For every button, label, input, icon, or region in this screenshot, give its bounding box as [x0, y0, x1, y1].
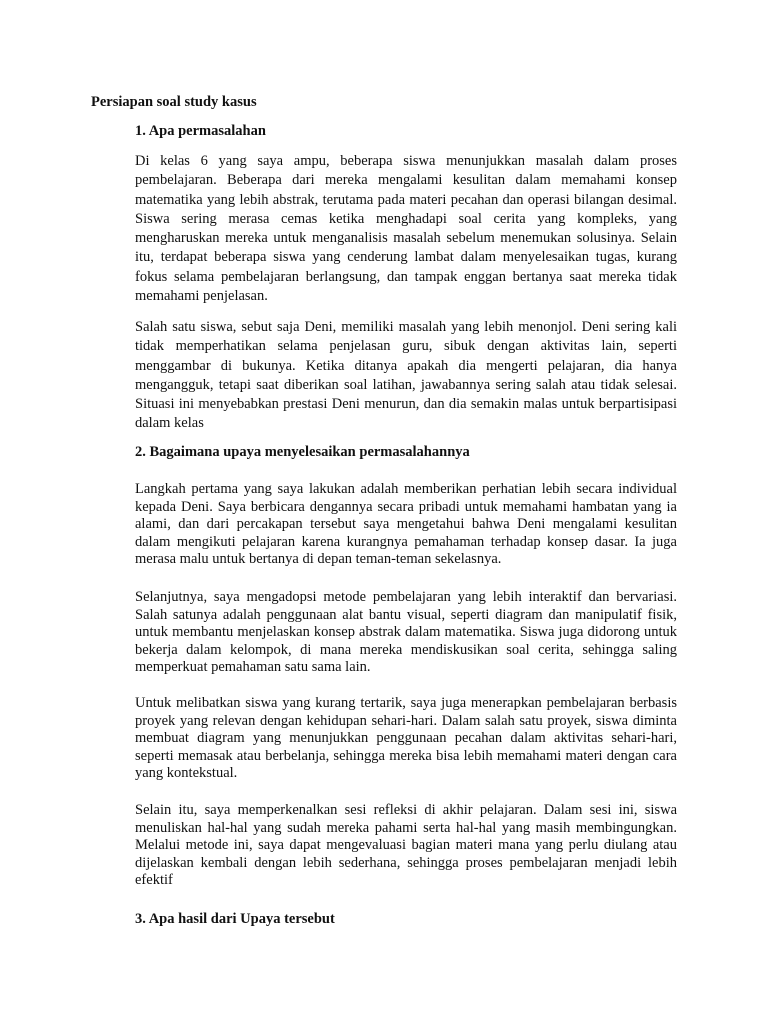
section-heading-2: 2. Bagaimana upaya menyelesaikan permasalahannya	[135, 444, 470, 460]
section-1-paragraph-1: Di kelas 6 yang saya ampu, beberapa siswa menunjukkan masalah dalam proses pembelajaran. Beberapa dari mereka mengalami kesulitan dalam memahami konsep matematika yang lebih abstrak, terutama pada materi pecahan dan operasi bilangan desimal. Siswa sering merasa cemas ketika menghadapi soal cerita yang kompleks, yang mengharuskan mereka untuk menganalisis masalah sebelum menemukan solusinya. Selain itu, terdapat beberapa siswa yang cenderung lambat dalam menyelesaikan tugas, kurang fokus selama pembelajaran berlangsung, dan tampak enggan bertanya saat mereka tidak memahami penjelasan.	[135, 153, 677, 305]
document-title: Persiapan soal study kasus	[91, 94, 257, 110]
section-heading-1: 1. Apa permasalahan	[135, 123, 266, 139]
section-2-paragraph-4: Selain itu, saya memperkenalkan sesi refleksi di akhir pelajaran. Dalam sesi ini, siswa menuliskan hal-hal yang sudah mereka pahami serta hal-hal yang masih membingungkan. Melalui metode ini, saya dapat mengevaluasi bagian materi mana yang perlu diulang atau dijelaskan kembali dengan lebih sederhana, sehingga proses pembelajaran menjadi lebih efektif	[135, 802, 677, 888]
section-2-paragraph-1: Langkah pertama yang saya lakukan adalah memberikan perhatian lebih secara individual kepada Deni. Saya berbicara dengannya secara pribadi untuk memahami hambatan yang ia alami, dan dari percakapan tersebut saya mengetahui bahwa Deni mengalami kesulitan dalam mengikuti pelajaran karena kurangnya pemahaman terhadap konsep dasar. Ia juga merasa malu untuk bertanya di depan teman-teman sekelasnya.	[135, 481, 677, 567]
section-2-paragraph-2: Selanjutnya, saya mengadopsi metode pembelajaran yang lebih interaktif dan bervariasi. Salah satunya adalah penggunaan alat bantu visual, seperti diagram dan manipulatif fisik, untuk membantu menjelaskan konsep abstrak dalam matematika. Siswa juga didorong untuk bekerja dalam kelompok, di mana mereka mendiskusikan soal cerita, sehingga saling memperkuat pemahaman satu sama lain.	[135, 589, 677, 675]
section-2-paragraph-3: Untuk melibatkan siswa yang kurang tertarik, saya juga menerapkan pembelajaran berbasis proyek yang relevan dengan kehidupan sehari-hari. Dalam salah satu proyek, siswa diminta membuat diagram yang menunjukkan penggunaan pecahan dalam aktivitas sehari-hari, seperti memasak atau berbelanja, sehingga mereka bisa lebih memahami materi dengan cara yang kontekstual.	[135, 695, 677, 781]
section-1-paragraph-2: Salah satu siswa, sebut saja Deni, memiliki masalah yang lebih menonjol. Deni sering kali tidak memperhatikan selama penjelasan guru, sibuk dengan aktivitas lain, seperti menggambar di bukunya. Ketika ditanya apakah dia mengerti pelajaran, dia hanya mengangguk, tetapi saat diberikan soal latihan, jawabannya sering salah atau tidak selesai. Situasi ini menyebabkan prestasi Deni menurun, dan dia semakin malas untuk berpartisipasi dalam kelas	[135, 319, 677, 432]
section-heading-3: 3. Apa hasil dari Upaya tersebut	[135, 911, 335, 927]
